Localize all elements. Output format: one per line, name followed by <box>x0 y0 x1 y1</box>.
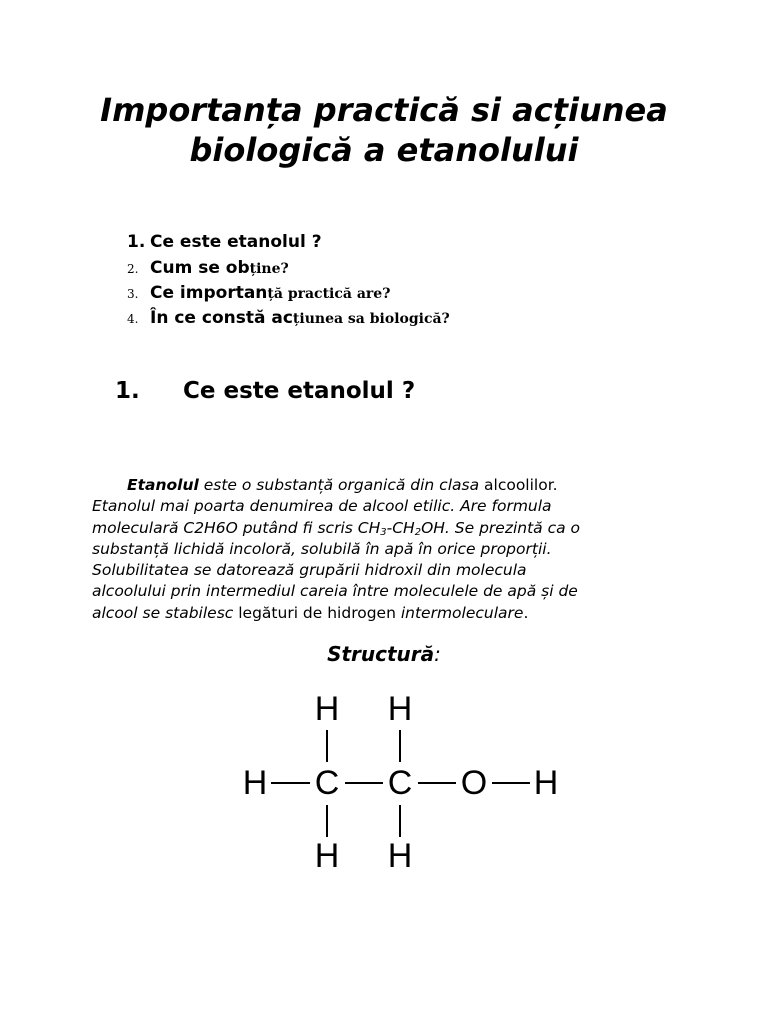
section-title: Ce este etanolul ? <box>183 378 416 404</box>
atom-h-left: H <box>242 764 268 802</box>
text-span: moleculară C2H6O putând fi scris CH <box>92 518 381 537</box>
title-line-1: Importanța practică si acțiunea <box>100 91 668 129</box>
text-span: legături de hidrogen <box>238 603 401 622</box>
atom-c1: C <box>314 764 340 802</box>
text-span: alcoolilor. <box>484 476 558 494</box>
atom-h-top-1: H <box>314 690 340 728</box>
toc-number: 3. <box>127 287 139 301</box>
term-etanolul: Etanolul <box>127 476 199 494</box>
atom-h-bottom-2: H <box>387 837 413 875</box>
toc-text-b: țiunea sa biologică? <box>292 311 450 327</box>
text-span: -CH <box>386 518 415 537</box>
atom-h-top-2: H <box>387 690 413 728</box>
structure-title: Structură <box>327 642 435 666</box>
toc-text-a: În ce constă ac <box>150 308 293 328</box>
text-span: Etanolul mai poarta denumirea de alcool etilic. Are formula <box>92 497 552 516</box>
toc-text-b: ține? <box>249 261 289 277</box>
text-span: este o substanță organică din clasa <box>198 476 485 494</box>
toc-text-b: ță practică are? <box>267 286 391 302</box>
text-span: alcoolului prin intermediul careia între moleculele de apă și de <box>92 582 578 601</box>
toc-number: 2. <box>127 262 139 276</box>
toc-number: 1. <box>127 232 146 252</box>
toc-text-a: Ce importan <box>150 283 268 303</box>
atom-h-bottom-1: H <box>314 837 340 875</box>
text-span: alcool se stabilesc <box>92 603 239 622</box>
structure-colon: : <box>434 642 441 666</box>
subscript: 3 <box>380 526 387 538</box>
text-span: substanță lichidă incoloră, solubilă în apă în orice proporții. <box>92 539 552 558</box>
toc-text-a: Cum se ob <box>150 258 250 278</box>
atom-o: O <box>460 764 488 802</box>
toc-text: Ce este etanolul ? <box>150 232 322 252</box>
text-span: . <box>523 603 529 622</box>
toc-number: 4. <box>127 312 139 326</box>
text-span: Solubilitatea se datorează grupării hidroxil din molecula <box>92 561 527 580</box>
atom-c2: C <box>387 764 413 802</box>
text-span: intermoleculare <box>400 603 524 622</box>
text-span: OH. Se prezintă ca o <box>421 518 581 537</box>
section-number: 1. <box>115 378 140 404</box>
title-line-2: biologică a etanolului <box>189 131 579 169</box>
subscript: 2 <box>414 526 422 538</box>
atom-h-right: H <box>533 764 559 802</box>
